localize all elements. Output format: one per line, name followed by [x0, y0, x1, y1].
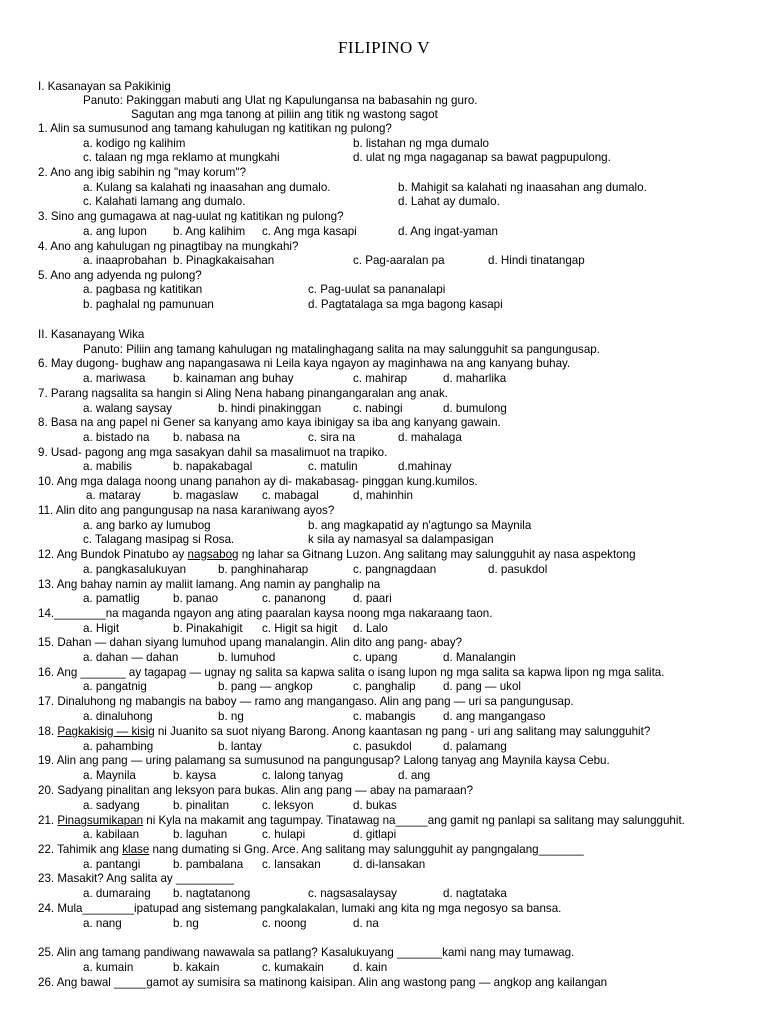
question: 20. Sadyang pinalitan ang leksyon para bukas. Alin ang pang — abay na pamaraan?: [38, 784, 474, 797]
question: 8. Basa na ang papel ni Gener sa kanyang amo kaya ibinigay sa iba ang kanyang gawain.: [38, 416, 501, 429]
choice: b. listahan ng mga dumalo: [353, 137, 489, 150]
choice: b. magaslaw: [173, 489, 239, 502]
choice: d. bumulong: [443, 402, 507, 415]
question: 12. Ang Bundok Pinatubo ay nagsabog ng lahar sa Gitnang Luzon. Ang salitang may salungguhit ay nasa aspektong: [38, 548, 636, 561]
question: 14.________na maganda ngayon ang ating paaralan kaysa noong mga nakaraang taon.: [38, 607, 493, 620]
choice: c. Higit sa higit: [262, 622, 338, 635]
choice: b. kaysa: [173, 769, 217, 782]
question: 24. Mula________ipatupad ang sistemang pangkalakalan, lumaki ang kita ng mga negosyo sa bansa.: [38, 902, 562, 915]
choice: d. Hindi tinatangap: [488, 254, 585, 267]
instructions: Panuto: Pakinggan mabuti ang Ulat ng Kapulungansa na babasahin ng guro.: [83, 94, 478, 107]
choice: a. Kulang sa kalahati ng inaasahan ang dumalo.: [83, 181, 331, 194]
choice: d. kain: [353, 961, 388, 974]
choice: d. na: [353, 917, 379, 930]
choice: b. ng: [173, 917, 199, 930]
choice: d. ang: [398, 769, 431, 782]
choice: b. laguhan: [173, 828, 228, 841]
question: 22. Tahimik ang klase nang dumating si Gng. Arce. Ang salitang may salungguhit ay pangngalang_______: [38, 843, 584, 856]
choice: c. upang: [353, 651, 398, 664]
instructions: Sagutan ang mga tanong at piliin ang titik ng wastong sagot: [131, 108, 438, 121]
choice: d. di-lansakan: [353, 858, 426, 871]
choice: c. pangnagdaan: [353, 563, 437, 576]
question: 1. Alin sa sumusunod ang tamang kahulugan ng katitikan ng pulong?: [38, 122, 392, 135]
choice: c. hulapi: [262, 828, 306, 841]
choice: a. pangatnig: [83, 680, 147, 693]
choice: a. ang lupon: [83, 225, 147, 238]
choice: a. mataray: [86, 489, 141, 502]
choice: b. ang magkapatid ay n'agtungo sa Maynila: [308, 519, 532, 532]
question: 6. May dugong- bughaw ang napangasawa ni Leila kaya ngayon ay maginhawa na ang kanyang buhay.: [38, 357, 571, 370]
choice: d. ulat ng mga nagaganap sa bawat pagpupulong.: [353, 151, 611, 164]
underlined-word: Pagkakisig — kisig: [57, 725, 155, 738]
choice: d. pasukdol: [488, 563, 548, 576]
question: 15. Dahan — dahan siyang lumuhod upang manalangin. Alin dito ang pang- abay?: [38, 636, 463, 649]
choice: b. kainaman ang buhay: [173, 372, 294, 385]
choice: a. bistado na: [83, 431, 150, 444]
choice: c. mahirap: [353, 372, 408, 385]
choice: d, mahinhin: [353, 489, 413, 502]
choice: c. panghalip: [353, 680, 416, 693]
question: 7. Parang nagsalita sa hangin si Aling Nena habang pinangangaralan ang anak.: [38, 387, 448, 400]
choice: a. dumaraing: [83, 887, 151, 900]
underlined-word: Pinagsumikapan: [57, 814, 144, 827]
choice: c. mabagal: [262, 489, 319, 502]
choice: c. nagsasalaysay: [308, 887, 397, 900]
choice: b. pang — angkop: [218, 680, 313, 693]
choice: c. matulin: [308, 460, 358, 473]
choice: a. sadyang: [83, 799, 140, 812]
question: 11. Alin dito ang pangungusap na nasa karaniwang ayos?: [38, 504, 335, 517]
choice: d.mahinay: [398, 460, 452, 473]
question: 25. Alin ang tamang pandiwang nawawala sa patlang? Kasalukuyang _______kami nang may tumawag.: [38, 946, 575, 959]
choice: a. kumain: [83, 961, 134, 974]
choice: c. pasukdol: [353, 740, 412, 753]
choice: b. pambalana: [173, 858, 244, 871]
choice: a. dinaluhong: [83, 710, 153, 723]
choice: d. Manalangin: [443, 651, 516, 664]
choice: a. inaaprobahan: [83, 254, 167, 267]
section-heading: I. Kasanayan sa Pakikinig: [38, 80, 171, 93]
choice: a. pahambing: [83, 740, 154, 753]
choice: b. panghinaharap: [218, 563, 309, 576]
choice: c. Pag-uulat sa pananalapi: [308, 283, 446, 296]
choice: b. paghalal ng pamunuan: [83, 298, 214, 311]
choice: c. Kalahati lamang ang dumalo.: [83, 195, 246, 208]
question: 3. Sino ang gumagawa at nag-uulat ng katitikan ng pulong?: [38, 210, 344, 223]
choice: d. bukas: [353, 799, 397, 812]
question: 19. Alin ang pang — uring palamang sa sumusunod na pangungusap? Lalong tanyag ang Maynila kaysa Cebu.: [38, 754, 610, 767]
choice: b. lumuhod: [218, 651, 276, 664]
choice: c. lansakan: [262, 858, 321, 871]
choice: a. pamatlig: [83, 592, 140, 605]
question: 21. Pinagsumikapan ni Kyla na makamit ang tagumpay. Tinatawag na_____ang gamit ng panlapi sa salitang may salungguhit.: [38, 814, 685, 827]
choice: d. palamang: [443, 740, 507, 753]
choice: d. Pagtatalaga sa mga bagong kasapi: [308, 298, 503, 311]
question: 18. Pagkakisig — kisig ni Juanito sa suot niyang Barong. Anong kaantasan ng pang - uri ang salitang may salungguhit?: [38, 725, 651, 738]
question: 4. Ano ang kahulugan ng pinagtibay na mungkahi?: [38, 240, 299, 253]
section-heading: II. Kasanayang Wika: [38, 328, 145, 341]
choice: a. kabilaan: [83, 828, 140, 841]
choice: d. nagtataka: [443, 887, 507, 900]
choice: c. Talagang masipag si Rosa.: [83, 533, 235, 546]
choice: b. Pinakahigit: [173, 622, 243, 635]
question: 16. Ang _______ ay tagapag — ugnay ng salita sa kapwa salita o isang lupon ng mga salita sa kapwa lipon ng mga salita.: [38, 666, 665, 679]
choice: a. Higit: [83, 622, 120, 635]
choice: a. pagbasa ng katitikan: [83, 283, 203, 296]
choice: a. dahan — dahan: [83, 651, 179, 664]
choice: a. mabilis: [83, 460, 132, 473]
choice: d. pang — ukol: [443, 680, 521, 693]
choice: a. walang saysay: [83, 402, 172, 415]
choice: d. maharlika: [443, 372, 507, 385]
choice: c. Ang mga kasapi: [262, 225, 357, 238]
underlined-word: nagsabog: [187, 548, 239, 561]
choice: c. Pag-aaralan pa: [353, 254, 445, 267]
question: 26. Ang bawal _____gamot ay sumisira sa matinong kaisipan. Alin ang wastong pang — angkop ang kailangan: [38, 976, 608, 989]
choice: d. mahalaga: [398, 431, 462, 444]
choice: b. panao: [173, 592, 219, 605]
instructions: Panuto: Piliin ang tamang kahulugan ng matalinghagang salita na may salungguhit sa pangungusap.: [83, 343, 600, 356]
choice: d. gitlapi: [353, 828, 397, 841]
choice: b. nagtatanong: [173, 887, 251, 900]
choice: d. ang mangangaso: [443, 710, 546, 723]
choice: c. leksyon: [262, 799, 314, 812]
choice: b. pinalitan: [173, 799, 230, 812]
page-title: FILIPINO V: [337, 38, 431, 57]
choice: c. nabingi: [353, 402, 403, 415]
choice: c. mabangis: [353, 710, 416, 723]
choice: b. hindi pinakinggan: [218, 402, 322, 415]
question: 5. Ano ang adyenda ng pulong?: [38, 269, 202, 282]
choice: a. mariwasa: [83, 372, 146, 385]
choice: b. Ang kalihim: [173, 225, 246, 238]
choice: a. pangkasalukuyan: [83, 563, 187, 576]
choice: d. Ang ingat-yaman: [398, 225, 498, 238]
choice: d. Lahat ay dumalo.: [398, 195, 500, 208]
choice: a. ang barko ay lumubog: [83, 519, 211, 532]
choice: c. pananong: [262, 592, 326, 605]
choice: c. noong: [262, 917, 307, 930]
choice: b. Pinagkakaisahan: [173, 254, 275, 267]
question: 2. Ano ang ibig sabihin ng "may korum"?: [38, 166, 247, 179]
question: 23. Masakit? Ang salita ay _________: [38, 872, 234, 885]
choice: a. nang: [83, 917, 122, 930]
choice: c. lalong tanyag: [262, 769, 344, 782]
choice: b. lantay: [218, 740, 262, 753]
question: 17. Dinaluhong ng mabangis na baboy — ramo ang mangangaso. Alin ang pang — uri sa pangungusap.: [38, 695, 574, 708]
question: 13. Ang bahay namin ay maliit lamang. Ang namin ay panghalip na: [38, 578, 381, 591]
choice: d. Lalo: [353, 622, 388, 635]
choice: b. napakabagal: [173, 460, 253, 473]
choice: k sila ay namasyal sa dalampasigan: [308, 533, 494, 546]
choice: b. Mahigit sa kalahati ng inaasahan ang dumalo.: [398, 181, 647, 194]
choice: a. pantangi: [83, 858, 141, 871]
choice: c. talaan ng mga reklamo at mungkahi: [83, 151, 280, 164]
underlined-word: klase: [122, 843, 150, 856]
choice: b. kakain: [173, 961, 220, 974]
choice: a. Maynila: [83, 769, 136, 782]
choice: c. kumakain: [262, 961, 324, 974]
choice: c. sira na: [308, 431, 356, 444]
question: 9. Usad- pagong ang mga sasakyan dahil sa masalimuot na trapiko.: [38, 446, 388, 459]
choice: d. paari: [353, 592, 392, 605]
choice: a. kodigo ng kalihim: [83, 137, 186, 150]
question: 10. Ang mga dalaga noong unang panahon ay di- makabasag- pinggan kung.kumilos.: [38, 475, 478, 488]
choice: b. ng: [218, 710, 244, 723]
choice: b. nabasa na: [173, 431, 241, 444]
